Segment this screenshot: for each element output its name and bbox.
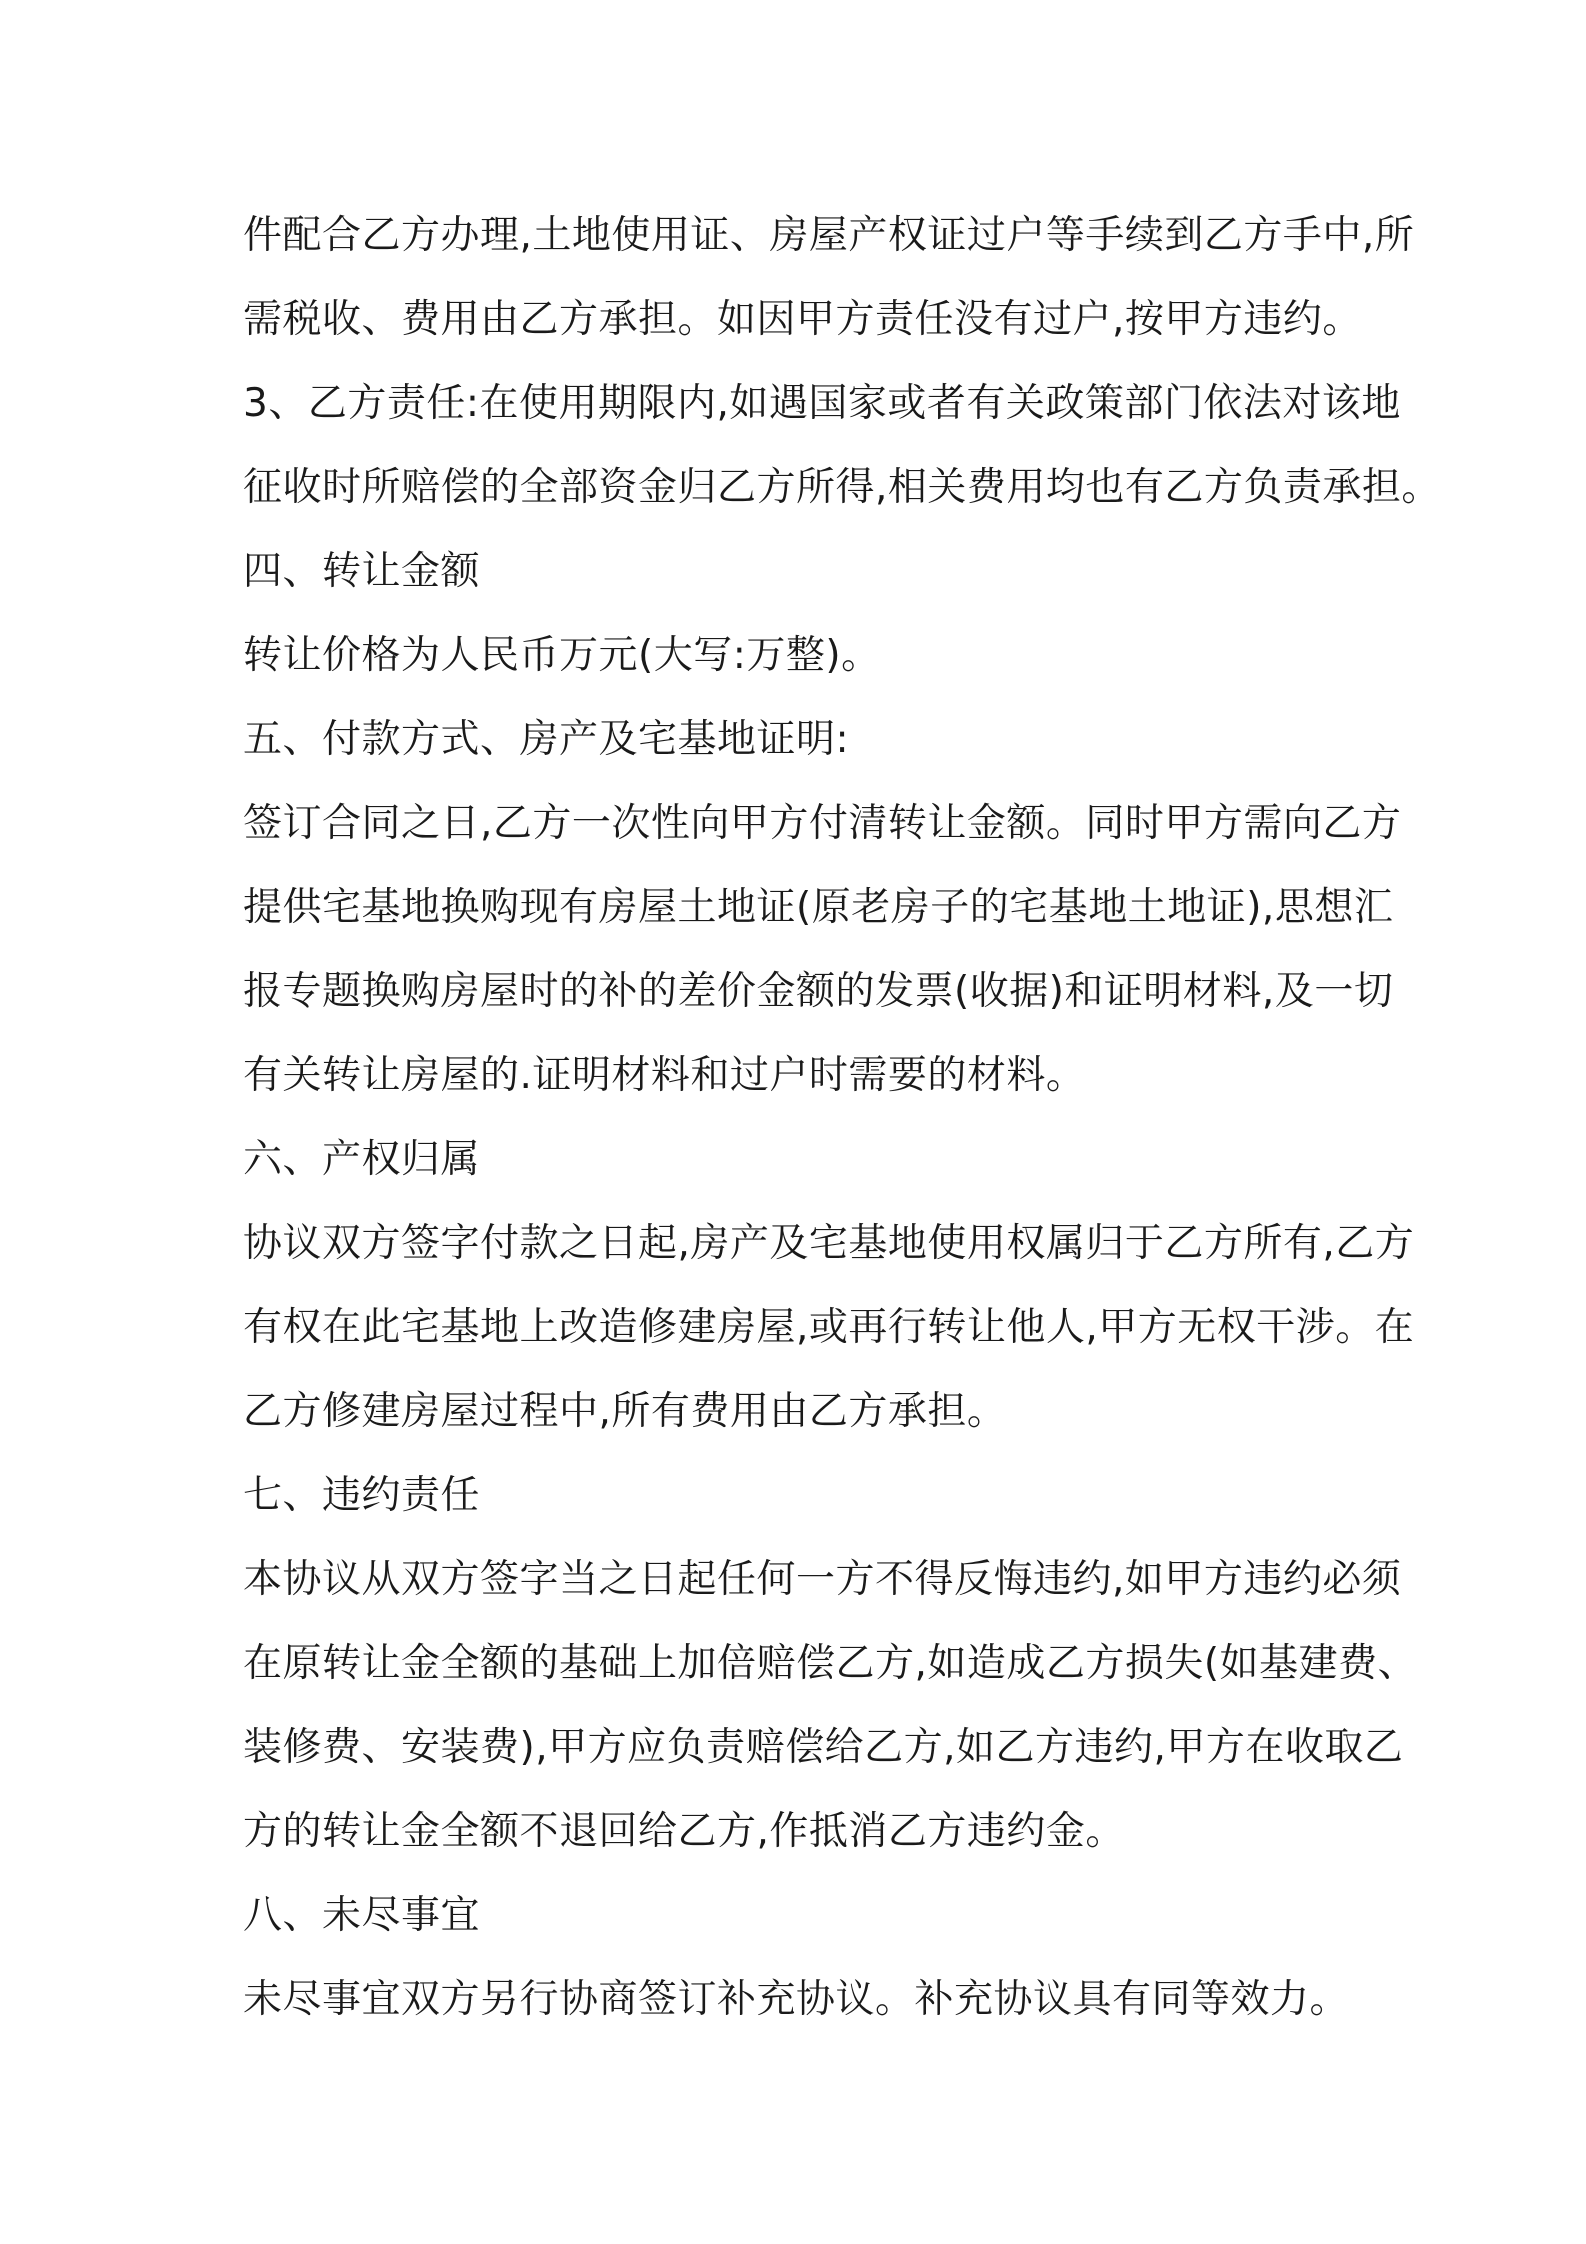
paragraph-line: 有关转让房屋的.证明材料和过户时需要的材料。 [243,1053,1086,1098]
paragraph-line: 未尽事宜双方另行协商签订补充协议。补充协议具有同等效力。 [243,1977,1350,2022]
paragraph-line: 装修费、安装费),甲方应负责赔偿给乙方,如乙方违约,甲方在收取乙 [243,1725,1404,1770]
paragraph-line: 签订合同之日,乙方一次性向甲方付清转让金额。同时甲方需向乙方 [243,801,1402,846]
paragraph-line: 需税收、费用由乙方承担。如因甲方责任没有过户,按甲方违约。 [243,297,1362,342]
paragraph-line: 有权在此宅基地上改造修建房屋,或再行转让他人,甲方无权干涉。在 [243,1305,1415,1350]
paragraph-line: 征收时所赔偿的全部资金归乙方所得,相关费用均也有乙方负责承担。 [243,465,1441,510]
paragraph-line: 转让价格为人民币万元(大写:万整)。 [243,633,881,678]
paragraph-line: 方的转让金全额不退回给乙方,作抵消乙方违约金。 [243,1809,1125,1854]
section-heading: 八、未尽事宜 [243,1893,481,1938]
paragraph-line: 件配合乙方办理,土地使用证、房屋产权证过户等手续到乙方手中,所 [243,213,1415,258]
section-heading: 六、产权归属 [243,1137,481,1182]
paragraph-line: 乙方修建房屋过程中,所有费用由乙方承担。 [243,1389,1007,1434]
paragraph-line: 提供宅基地换购现有房屋土地证(原老房子的宅基地土地证),思想汇 [243,885,1394,930]
paragraph-line: 在原转让金全额的基础上加倍赔偿乙方,如造成乙方损失(如基建费、 [243,1641,1418,1686]
document-body [243,194,1441,2042]
section-heading: 五、付款方式、房产及宅基地证明: [243,717,850,762]
paragraph-line: 协议双方签字付款之日起,房产及宅基地使用权属归于乙方所有,乙方 [243,1221,1415,1266]
paragraph-line: 本协议从双方签字当之日起任何一方不得反悔违约,如甲方违约必须 [243,1557,1402,1602]
section-heading: 四、转让金额 [243,549,481,594]
paragraph-line: 报专题换购房屋时的补的差价金额的发票(收据)和证明材料,及一切 [243,969,1394,1014]
paragraph-line: 3、乙方责任:在使用期限内,如遇国家或者有关政策部门依法对该地 [243,381,1401,426]
section-heading: 七、违约责任 [243,1473,481,1518]
